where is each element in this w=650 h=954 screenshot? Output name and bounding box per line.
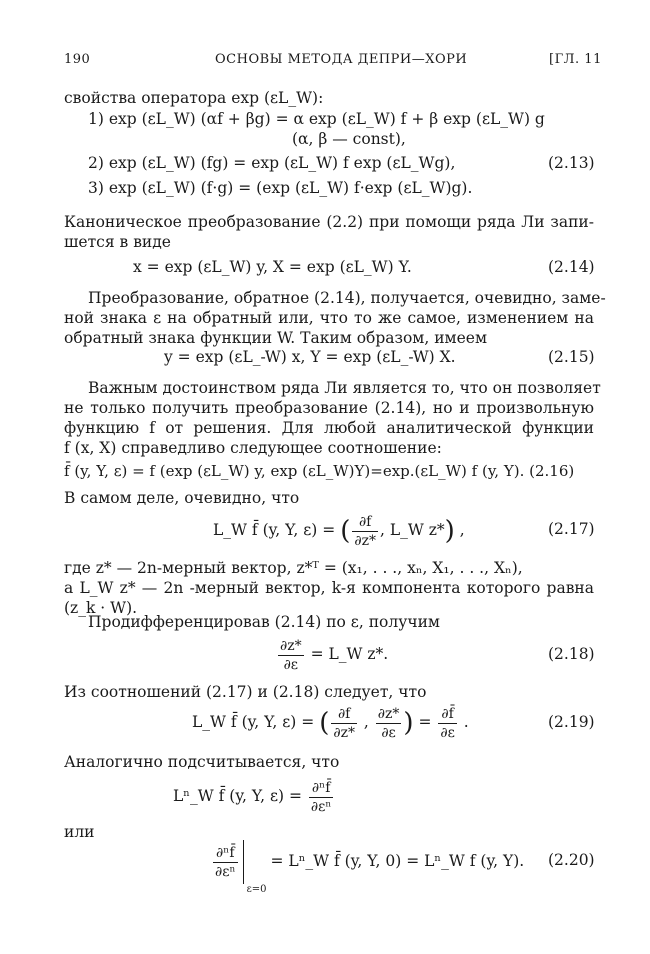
eq-2-18-rhs: = L_W z*. (310, 645, 389, 663)
numerator: ∂z* (377, 705, 400, 722)
denominator: ∂z* (333, 724, 355, 741)
intro-line: свойства оператора exp (εL_W): (64, 89, 324, 107)
equation-2-17: L_W f̄ (y, Y, ε) = ( $\frac{\partial f}{\partial z*}$ , L_W z*) , (213, 513, 465, 549)
eq-number-2-20: (2.20) (548, 851, 595, 869)
paragraph-line: а L_W z* — 2n -мерный вектор, k-я компонента которого равна (64, 579, 594, 597)
eq-2-17-rest: , L_W z* (379, 521, 445, 539)
partial-fraction (278, 637, 304, 674)
right-paren: ) (444, 516, 455, 546)
eq-number-2-17: (2.17) (548, 520, 595, 538)
eq-number-2-19: (2.19) (548, 713, 595, 731)
eq-number-2-15: (2.15) (548, 348, 595, 366)
denominator: ∂ε (440, 724, 455, 741)
page-number: 190 (64, 52, 91, 67)
paragraph-line: Продифференцировав (2.14) по ε, получим (88, 613, 440, 631)
partial-fraction (213, 844, 238, 881)
running-title: ОСНОВЫ МЕТОДА ДЕПРИ—ХОРИ (215, 52, 468, 67)
numerator: ∂ⁿf̄ (213, 844, 238, 863)
paragraph-line: шется в виде (64, 233, 171, 251)
left-paren: ( (319, 708, 330, 738)
paragraph-line: (z_k · W). (64, 599, 138, 617)
denominator: ∂ε (283, 656, 299, 673)
denominator: ∂εⁿ (215, 863, 236, 880)
numerator: ∂z* (280, 637, 302, 654)
eq-2-20-rhs: = Lⁿ_W f̄ (y, Y, 0) = Lⁿ_W f (y, Y). (270, 852, 525, 870)
paragraph-line: ной знака ε на обратный или, что то же самое, изменением на (64, 309, 594, 327)
chapter-label: [ГЛ. 11 (549, 52, 602, 67)
equation-2-19: L_W f̄ (y, Y, ε) = ( $\frac{\partial f}{\partial z*}$ , $\frac{\partial z*}{\partial\varepsilon}$ ) = $\frac{\partial f̄}{\partial\varepsilon}$ . (192, 705, 469, 741)
partial-fraction (352, 513, 378, 550)
partial-fraction (376, 705, 402, 742)
numerator: ∂f̄ (438, 705, 457, 724)
eq-2-19-lhs: L_W f̄ (y, Y, ε) = (192, 713, 315, 731)
partial-fraction (309, 779, 334, 816)
right-paren: ) (403, 708, 414, 738)
equation-2-20 (211, 840, 525, 895)
eq-2-17-lhs: L_W f̄ (y, Y, ε) = (213, 521, 336, 539)
paragraph-line: или (64, 823, 95, 841)
property-1-note: (α, β — const), (292, 130, 406, 148)
evaluation-point: ε=0 (246, 884, 267, 895)
numerator: ∂f (331, 705, 357, 724)
property-1: 1) exp (εL_W) (αf + βg) = α exp (εL_W) f + β exp (εL_W) g (88, 110, 545, 128)
paragraph-line: функцию f от решения. Для любой аналитической функции (64, 419, 594, 437)
numerator: ∂ⁿf̄ (309, 779, 334, 798)
eq-higher-lhs: Lⁿ_W f̄ (y, Y, ε) = (173, 787, 302, 805)
eq-number-2-13: (2.13) (548, 154, 595, 172)
property-3: 3) exp (εL_W) (f·g) = (exp (εL_W) f·exp (εL_W)g). (88, 179, 473, 197)
equation-2-15: y = exp (εL_-W) x, Y = exp (εL_-W) X. (164, 348, 456, 366)
paragraph-line: Из соотношений (2.17) и (2.18) следует, что (64, 683, 427, 701)
left-paren: ( (340, 516, 351, 546)
paragraph-line: Важным достоинством ряда Ли является то, что он позволяет (88, 379, 601, 397)
equation-2-14: x = exp (εL_W) y, X = exp (εL_W) Y. (133, 258, 412, 276)
eq-number-2-14: (2.14) (548, 258, 595, 276)
denominator: ∂z* (354, 532, 376, 549)
partial-fraction (331, 705, 357, 742)
paragraph-line: обратный знака функции W. Таким образом, имеем (64, 329, 488, 347)
equation-higher-order (173, 776, 335, 816)
paragraph-line: Преобразование, обратное (2.14), получается, очевидно, заме- (88, 289, 606, 307)
paragraph-line: Каноническое преобразование (2.2) при помощи ряда Ли запи- (64, 213, 594, 231)
denominator: ∂εⁿ (310, 798, 332, 815)
equation-2-16: f̄ (y, Y, ε) = f (exp (εL_W) y, exp (εL_W)Y)=exp.(εL_W) f (y, Y). (2.16) (64, 462, 575, 480)
partial-fraction (438, 705, 457, 742)
equation-2-18 (276, 634, 388, 674)
paragraph-line: где z* — 2n-мерный вектор, z*ᵀ = (x₁, . . ., xₙ, X₁, . . ., Xₙ), (64, 559, 523, 577)
denominator: ∂ε (381, 724, 396, 741)
paragraph-line: Аналогично подсчитывается, что (64, 753, 340, 771)
paragraph-line: В самом деле, очевидно, что (64, 489, 300, 507)
numerator: ∂f (352, 513, 378, 532)
evaluation-bar (243, 840, 267, 895)
eq-number-2-18: (2.18) (548, 645, 595, 663)
property-2: 2) exp (εL_W) (fg) = exp (εL_W) f exp (εL_Wg), (88, 154, 456, 172)
paragraph-line: не только получить преобразование (2.14), но и произвольную (64, 399, 594, 417)
paragraph-line: f (x, X) справедливо следующее соотношение: (64, 439, 442, 457)
